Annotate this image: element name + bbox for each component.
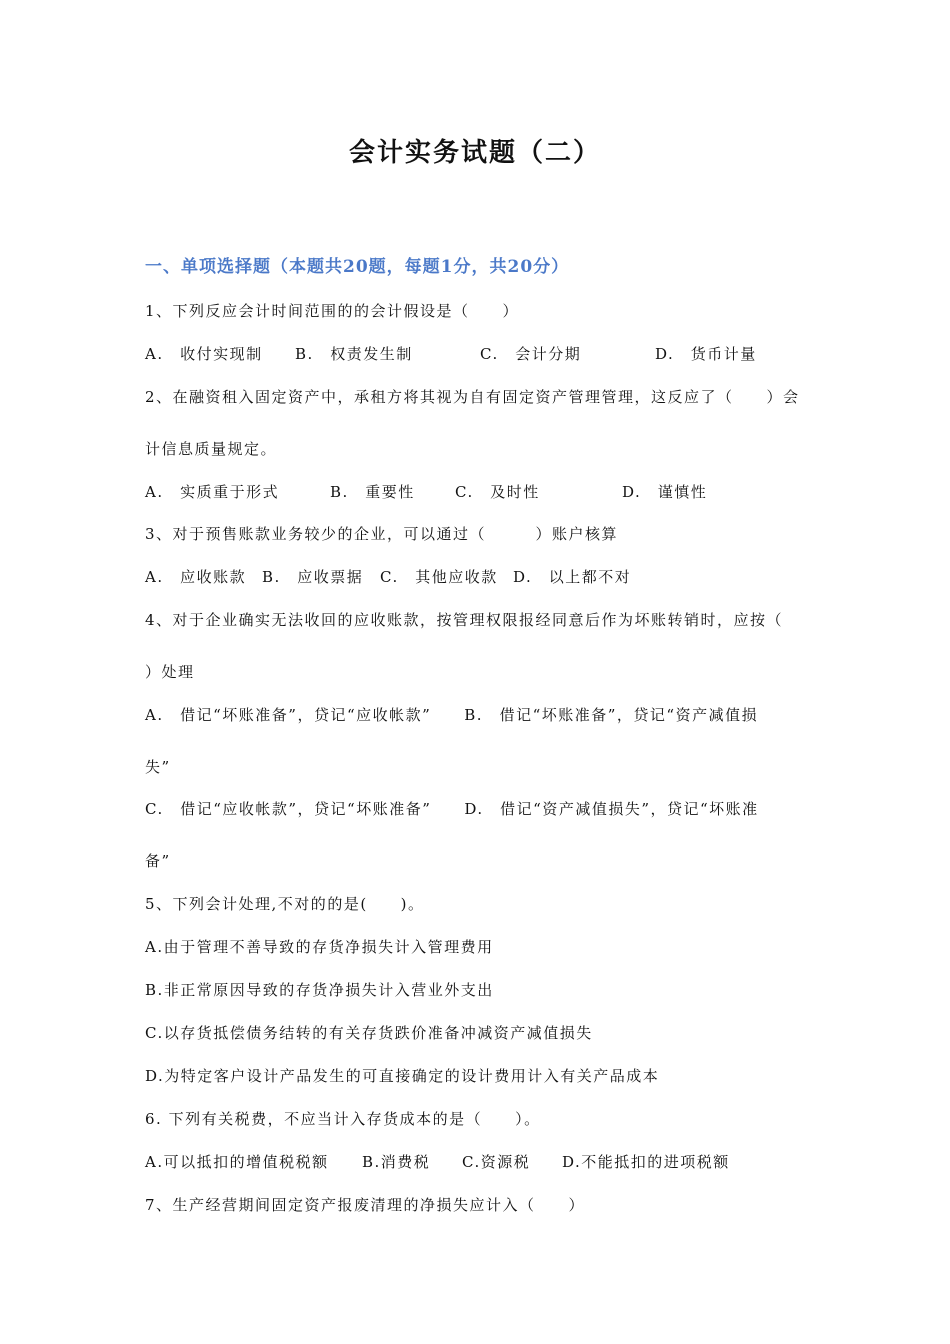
question-1-option-b: B. 权责发生制	[295, 345, 413, 363]
question-5-stem: 5、下列会计处理,不对的的是( )。	[145, 895, 425, 913]
question-1-option-d: D. 货币计量	[655, 345, 757, 363]
question-4-stem: 4、对于企业确实无法收回的应收账款，按管理权限报经同意后作为坏账转销时，应按（	[145, 611, 784, 629]
question-2-option-a: A. 实质重于形式	[145, 483, 280, 501]
question-4-stem-cont: ）处理	[145, 663, 195, 681]
question-1-option-a: A. 收付实现制	[145, 345, 263, 363]
section-heading: 一、单项选择题（本题共20题，每题1分，共20分）	[145, 257, 570, 277]
question-5-option-b: B.非正常原因导致的存货净损失计入营业外支出	[145, 981, 494, 999]
question-3-option-c: C. 其他应收款	[380, 568, 498, 586]
question-3-option-a: A. 应收账款	[145, 568, 247, 586]
question-5-option-c: C.以存货抵偿债务结转的有关存货跌价准备冲减资产减值损失	[145, 1024, 593, 1042]
page-title: 会计实务试题（二）	[348, 138, 601, 168]
question-7-stem: 7、生产经营期间固定资产报废清理的净损失应计入（ ）	[145, 1196, 586, 1214]
question-2-stem-cont: 计信息质量规定。	[145, 440, 278, 458]
question-4-option-d-cont: 备”	[145, 852, 171, 870]
question-4-option-b-cont: 失”	[145, 758, 171, 776]
question-5-option-d: D.为特定客户设计产品发生的可直接确定的设计费用计入有关产品成本	[145, 1067, 660, 1085]
question-1-stem: 1、下列反应会计时间范围的的会计假设是（ ）	[145, 302, 520, 320]
question-6-option-a: A.可以抵扣的增值税税额	[145, 1153, 329, 1171]
question-3-stem: 3、对于预售账款业务较少的企业，可以通过（ ）账户核算	[145, 525, 619, 543]
question-1-option-c: C. 会计分期	[480, 345, 582, 363]
question-6-stem: 6. 下列有关税费，不应当计入存货成本的是（ ）。	[145, 1110, 541, 1128]
question-4-options-c-d: C. 借记“应收帐款”，贷记“坏账准备” D. 借记“资产减值损失”，贷记“坏账准	[145, 800, 759, 818]
question-6-option-c: C.资源税	[462, 1153, 531, 1171]
question-3-option-d: D. 以上都不对	[513, 568, 632, 586]
question-2-option-c: C. 及时性	[455, 483, 540, 501]
question-2-stem: 2、在融资租入固定资产中，承租方将其视为自有固定资产管理管理，这反应了（ ）会	[145, 388, 800, 406]
question-4-options-a-b: A. 借记“坏账准备”，贷记“应收帐款” B. 借记“坏账准备”，贷记“资产减值损	[145, 706, 759, 724]
question-2-option-d: D. 谨慎性	[622, 483, 708, 501]
question-2-option-b: B. 重要性	[330, 483, 415, 501]
question-6-option-b: B.消费税	[362, 1153, 431, 1171]
question-6-option-d: D.不能抵扣的进项税额	[562, 1153, 730, 1171]
question-5-option-a: A.由于管理不善导致的存货净损失计入管理费用	[145, 938, 494, 956]
question-3-option-b: B. 应收票据	[262, 568, 364, 586]
